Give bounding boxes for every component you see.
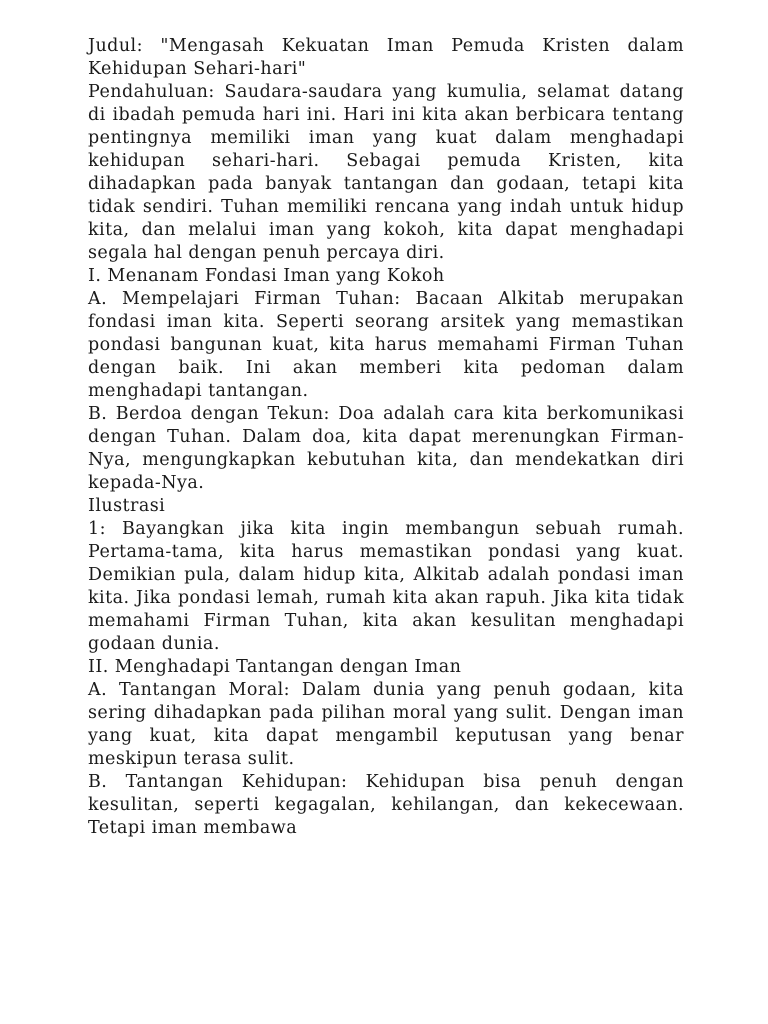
section-1-point-b: B. Berdoa dengan Tekun: Doa adalah cara kita berkomunikasi dengan Tuhan. Dalam doa, kita dapat merenungkan Firman-Nya, mengungkapkan kebutuhan kita, dan mendekatkan diri kepada-Nya. — [88, 404, 684, 493]
section-2-point-a: A. Tantangan Moral: Dalam dunia yang penuh godaan, kita sering dihadapkan pada pilihan moral yang sulit. Dengan iman yang kuat, kita dapat mengambil keputusan yang benar meskipun terasa sulit. — [88, 680, 684, 769]
document-page — [88, 35, 684, 840]
section-1-point-a: A. Mempelajari Firman Tuhan: Bacaan Alkitab merupakan fondasi iman kita. Seperti seorang arsitek yang memastikan pondasi bangunan kuat, kita harus memahami Firman Tuhan dengan baik. Ini akan memberi kita pedoman dalam menghadapi tantangan. — [88, 289, 684, 401]
section-2-point-b: B. Tantangan Kehidupan: Kehidupan bisa penuh dengan kesulitan, seperti kegagalan, kehilangan, dan kekecewaan. Tetapi iman membawa — [88, 772, 684, 838]
document-title: Judul: "Mengasah Kekuatan Iman Pemuda Kristen dalam Kehidupan Sehari-hari" — [88, 36, 684, 79]
illustration-paragraph: 1: Bayangkan jika kita ingin membangun sebuah rumah. Pertama-tama, kita harus memastikan pondasi yang kuat. Demikian pula, dalam hidup kita, Alkitab adalah pondasi iman kita. Jika pondasi lemah, rumah kita akan rapuh. Jika kita tidak memahami Firman Tuhan, kita akan kesulitan menghadapi godaan dunia. — [88, 519, 684, 654]
intro-paragraph: Pendahuluan: Saudara-saudara yang kumulia, selamat datang di ibadah pemuda hari ini. Hari ini kita akan berbicara tentang pentingnya memiliki iman yang kuat dalam menghadapi kehidupan sehari-hari. Sebagai pemuda Kristen, kita dihadapkan pada banyak tantangan dan godaan, tetapi kita tidak sendiri. Tuhan memiliki rencana yang indah untuk hidup kita, dan melalui iman yang kokoh, kita dapat menghadapi segala hal dengan penuh percaya diri. — [88, 82, 684, 263]
section-2-heading: II. Menghadapi Tantangan dengan Iman — [88, 657, 462, 677]
illustration-heading: Ilustrasi — [88, 496, 166, 516]
section-1-heading: I. Menanam Fondasi Iman yang Kokoh — [88, 266, 445, 286]
